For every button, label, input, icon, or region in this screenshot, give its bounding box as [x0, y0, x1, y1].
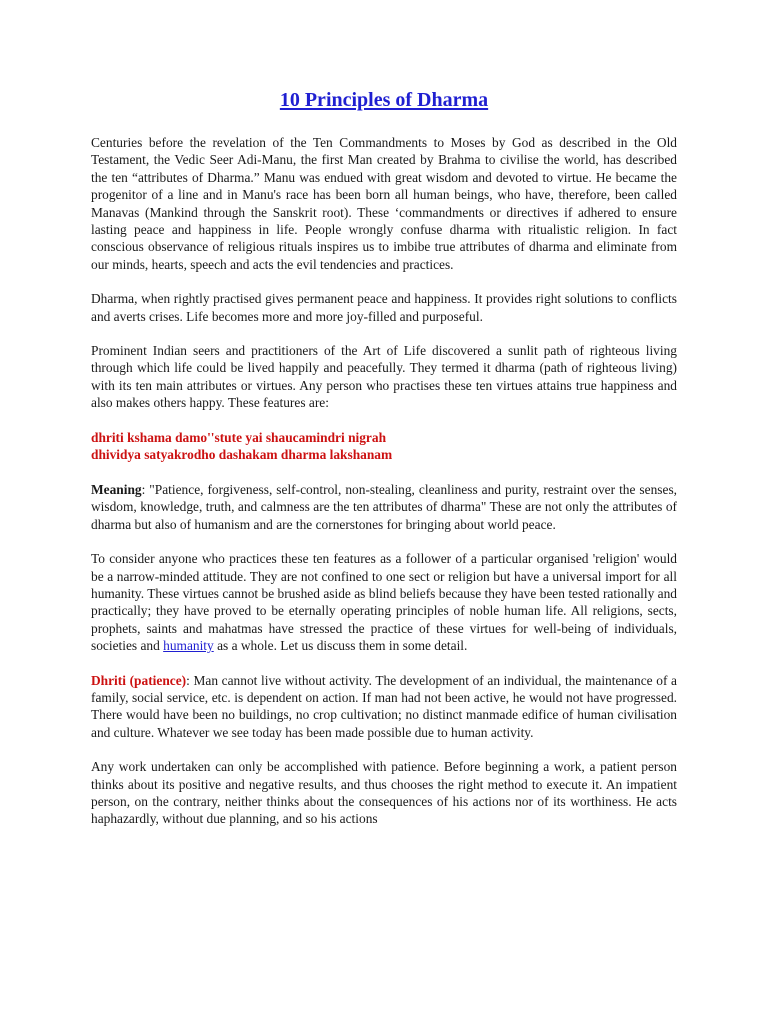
universal-text-start: To consider anyone who practices these ten features as a follower of a particular organised 'religion' would be a narrow-minded attitude. They are not confined to one sect or religion but have a universal import for all humanity. These virtues cannot be brushed aside as blind beliefs because they have been tested rationally and practically; they have proved to be eternally operating principles of noble human life. All religions, sects, prophets, saints and mahatmas have stressed the practice of these virtues for well-being of individuals, societies and — [91, 551, 677, 654]
humanity-link[interactable]: humanity — [163, 638, 214, 654]
meaning-text: : "Patience, forgiveness, self-control, non-stealing, cleanliness and purity, restraint over the senses, wisdom, knowledge, truth, and calmness are the ten attributes of dharma" These are not only the attributes of dharma but also of humanism and are the cornerstones for bringing about world peace. — [91, 481, 677, 532]
universal-text-end: as a whole. Let us discuss them in some detail. — [213, 638, 468, 654]
paragraph-seers: Prominent Indian seers and practitioners of the Art of Life discovered a sunlit path of righteous living through which life could be lived happily and peacefully. They termed it dharma (path of righteous living) with its ten main attributes or virtues. Any person who practises these ten virtues attains true happiness and also makes others happy. These features are: — [91, 343, 677, 411]
page-title[interactable]: 10 Principles of Dharma — [279, 89, 489, 111]
meaning-label: Meaning — [91, 481, 142, 497]
paragraph-meaning — [91, 481, 677, 533]
sanskrit-line-2: dhividya satyakrodho dashakam dharma lakshanam — [91, 447, 393, 463]
title-container — [91, 0, 677, 118]
paragraph-dharma-benefits: Dharma, when rightly practised gives permanent peace and happiness. It provides right solutions to conflicts and averts crises. Life becomes more and more joy-filled and purposeful. — [91, 291, 677, 324]
paragraph-intro: Centuries before the revelation of the Ten Commandments to Moses by God as described in the Old Testament, the Vedic Seer Adi-Manu, the first Man created by Brahma to civilise the world, has described the ten “attributes of Dharma.” Manu was endued with great wisdom and devoted to virtue. He became the progenitor of a line and in Manu's race has been born all human beings, who have, therefore, been called Manavas (Mankind through the Sanskrit root). These ‘commandments or directives if adhered to ensure lasting peace and happiness in life. People wrongly confuse dharma with ritualistic religion. In fact conscious observance of religious rituals inspires us to imbibe true attributes of dharma and eliminate from our minds, hearts, speech and acts the evil tendencies and practices. — [91, 135, 677, 272]
document-page — [91, 0, 677, 828]
paragraph-universal — [91, 550, 677, 654]
sanskrit-verse — [91, 429, 677, 464]
sanskrit-line-1: dhriti kshama damo''stute yai shaucamindri nigrah — [91, 429, 387, 445]
paragraph-dhriti — [91, 672, 677, 742]
paragraph-patience-work: Any work undertaken can only be accomplished with patience. Before beginning a work, a patient person thinks about its positive and negative results, and thus chooses the right method to execute it. An impatient person, on the contrary, neither thinks about the consequences of his actions nor of its worthiness. He acts haphazardly, without due planning, and so his actions — [91, 759, 677, 827]
dhriti-label: Dhriti (patience) — [91, 672, 187, 688]
dhriti-text: : Man cannot live without activity. The development of an individual, the maintenance of a family, social service, etc. is dependent on action. If man had not been active, he would not have progressed. There would have been no buildings, no crop cultivation; no distinct manmade edifice of human civilisation and culture. Whatever we see today has been made possible due to human activity. — [91, 672, 677, 740]
